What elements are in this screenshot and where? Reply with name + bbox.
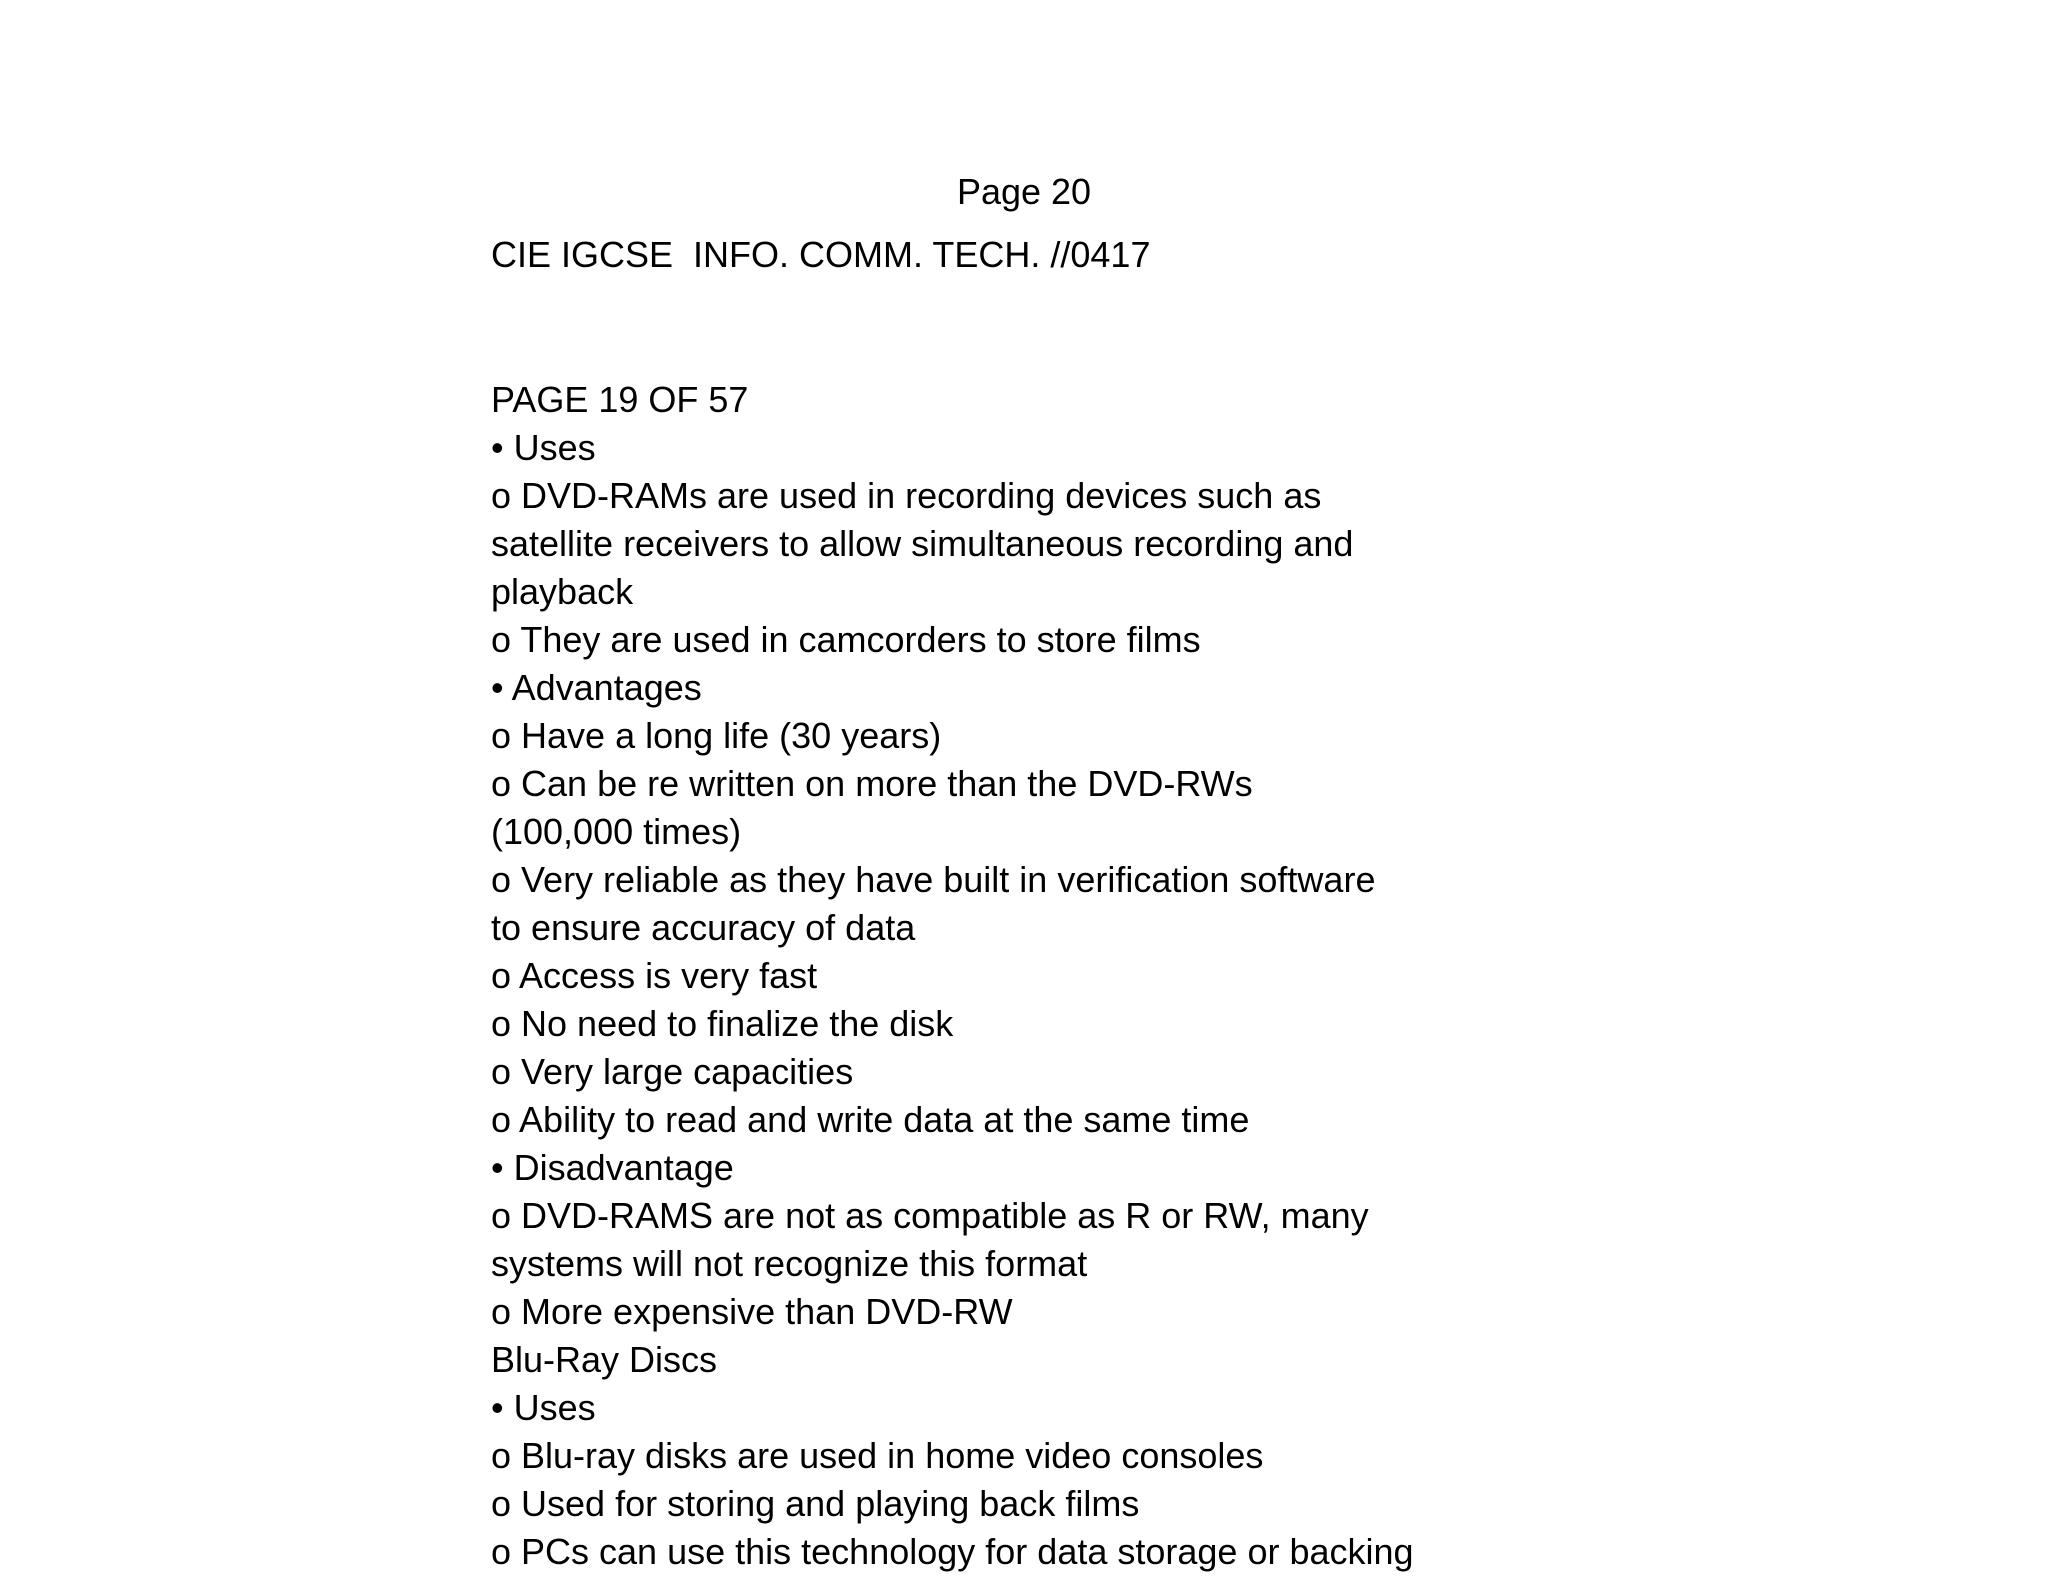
page-number: Page 20 — [956, 171, 1092, 212]
text-line: (100,000 times) — [491, 811, 742, 852]
text-line: o Ability to read and write data at the same time — [491, 1099, 1250, 1140]
text-line: o Have a long life (30 years) — [491, 715, 942, 756]
text-line: playback — [491, 571, 634, 612]
text-line: o No need to finalize the disk — [491, 1003, 954, 1044]
text-line: o PCs can use this technology for data storage or backing — [491, 1531, 1414, 1572]
text-line: o Used for storing and playing back films — [491, 1483, 1140, 1524]
text-line: to ensure accuracy of data — [491, 907, 916, 948]
text-line: o Access is very fast — [491, 955, 818, 996]
text-line: • Disadvantage — [491, 1147, 734, 1188]
text-line: o Very large capacities — [491, 1051, 854, 1092]
document-body — [491, 376, 1431, 1576]
text-line: • Uses — [491, 427, 596, 468]
section-heading: Blu-Ray Discs — [491, 1339, 718, 1380]
document-header: CIE IGCSE INFO. COMM. TECH. //0417 — [491, 234, 1151, 275]
text-line: o They are used in camcorders to store films — [491, 619, 1201, 660]
text-line: o Blu-ray disks are used in home video consoles — [491, 1435, 1264, 1476]
text-line: o More expensive than DVD-RW — [491, 1291, 1013, 1332]
text-line: o DVD-RAMs are used in recording devices such as — [491, 475, 1322, 516]
text-line: o DVD-RAMS are not as compatible as R or RW, many — [491, 1195, 1369, 1236]
text-line: o Can be re written on more than the DVD-RWs — [491, 763, 1253, 804]
page-count-line: PAGE 19 OF 57 — [491, 379, 749, 420]
text-line: o Very reliable as they have built in verification software — [491, 859, 1376, 900]
text-line: satellite receivers to allow simultaneous recording and — [491, 523, 1354, 564]
text-line: • Advantages — [491, 667, 702, 708]
text-line: systems will not recognize this format — [491, 1243, 1088, 1284]
text-line: • Uses — [491, 1387, 596, 1428]
